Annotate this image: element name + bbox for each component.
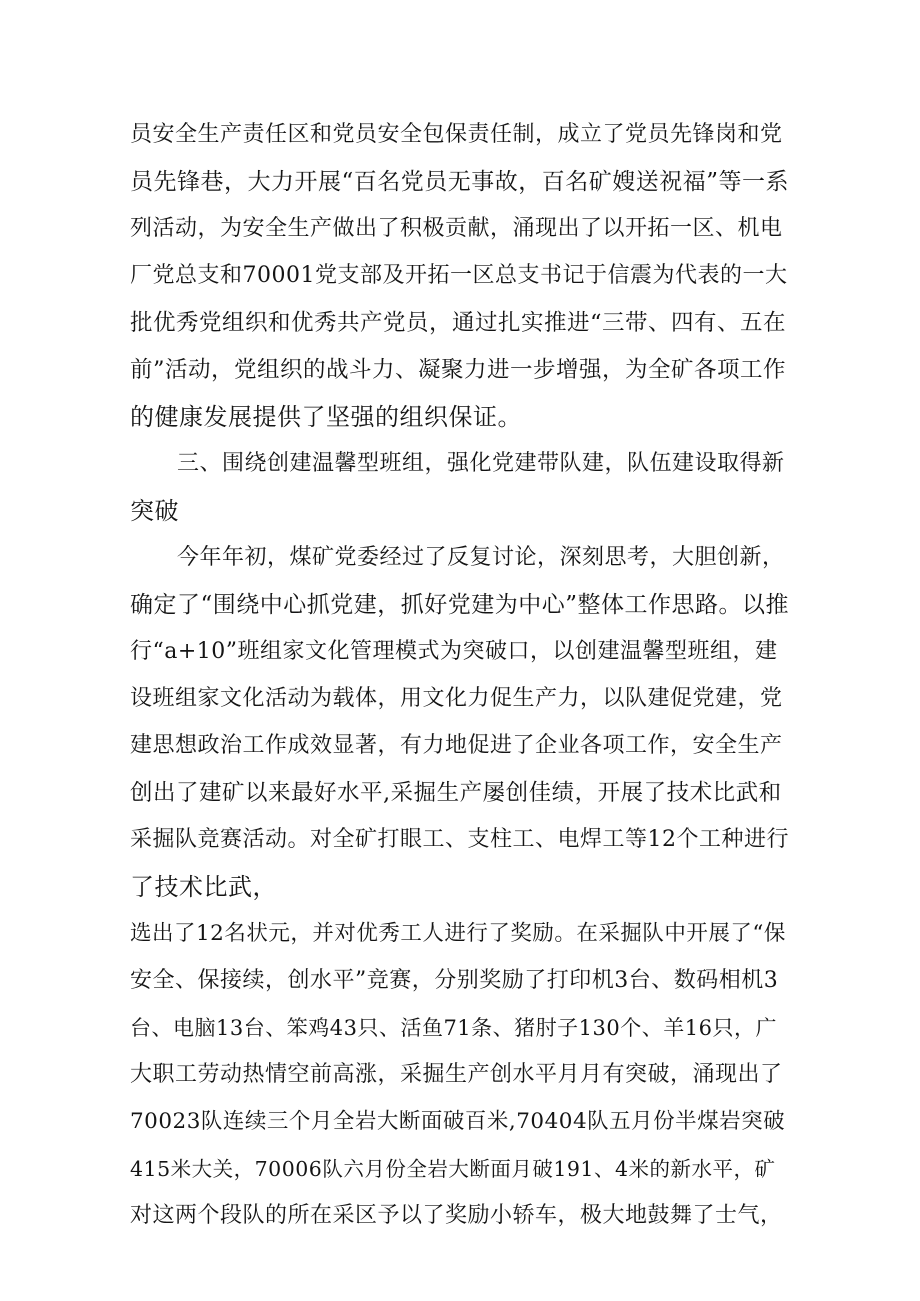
text-line: 确定了“围绕中心抓党建，抓好党建为中心”整体工作思路。以推 [130, 592, 790, 618]
text-line: 前”活动，党组织的战斗力、凝聚力进一步增强，为全矿各项工作 [130, 357, 787, 383]
text-line: 台、电脑13台、笨鸡43只、活鱼71条、猪肘子130个、羊16只，广 [130, 1016, 777, 1040]
text-line: 批优秀党组织和优秀共产党员，通过扎实推进“三带、四有、五在 [130, 310, 787, 336]
text-line: 的健康发展提供了坚强的组织保证。 [130, 403, 522, 431]
text-line: 了技术比武， [130, 873, 277, 901]
text-line: 安全、保接续，创水平”竞赛，分别奖励了打印机3台、数码相机3 [130, 968, 779, 993]
text-line: 建思想政治工作成效显著，有力地促进了企业各项工作，安全生产 [130, 733, 783, 758]
text-line: 今年年初，煤矿党委经过了反复讨论，深刻思考，大胆创新， [177, 545, 785, 570]
text-line: 采掘队竞赛活动。对全矿打眼工、支柱工、电焊工等12个工种进行 [130, 827, 789, 852]
text-line: 员先锋巷，大力开展“百名党员无事故，百名矿嫂送祝福”等一系 [130, 169, 790, 195]
text-line: 列活动，为安全生产做出了积极贡献，涌现出了以开拓一区、机电 [130, 216, 783, 241]
section-heading-line: 三、围绕创建温馨型班组，强化党建带队建，队伍建设取得新 [177, 451, 785, 476]
text-line: 对这两个段队的所在采区予以了奖励小轿车，极大地鼓舞了士气， [130, 1203, 783, 1228]
text-line: 选出了12名状元，并对优秀工人进行了奖励。在采掘队中开展了“保 [130, 921, 786, 946]
text-line: 创出了建矿以来最好水平,采掘生产屡创佳绩，开展了技术比武和 [130, 780, 782, 806]
text-line: 行“a+10”班组家文化管理模式为突破口，以创建温馨型班组，建 [130, 639, 778, 664]
text-line: 大职工劳动热情空前高涨，采掘生产创水平月月有突破，涌现出了 [130, 1062, 783, 1087]
text-line: 设班组家文化活动为载体，用文化力促生产力，以队建促党建，党 [130, 686, 783, 711]
text-line: 70023队连续三个月全岩大断面破百米,70404队五月份半煤岩突破 [130, 1109, 786, 1134]
section-heading-line: 突破 [130, 497, 179, 525]
text-line: 员安全生产责任区和党员安全包保责任制，成立了党员先锋岗和党 [130, 122, 783, 147]
text-line: 415米大关，70006队六月份全岩大断面月破191、4米的新水平，矿 [130, 1157, 776, 1181]
text-line: 厂党总支和70001党支部及开拓一区总支书记于信震为代表的一大 [130, 263, 788, 288]
